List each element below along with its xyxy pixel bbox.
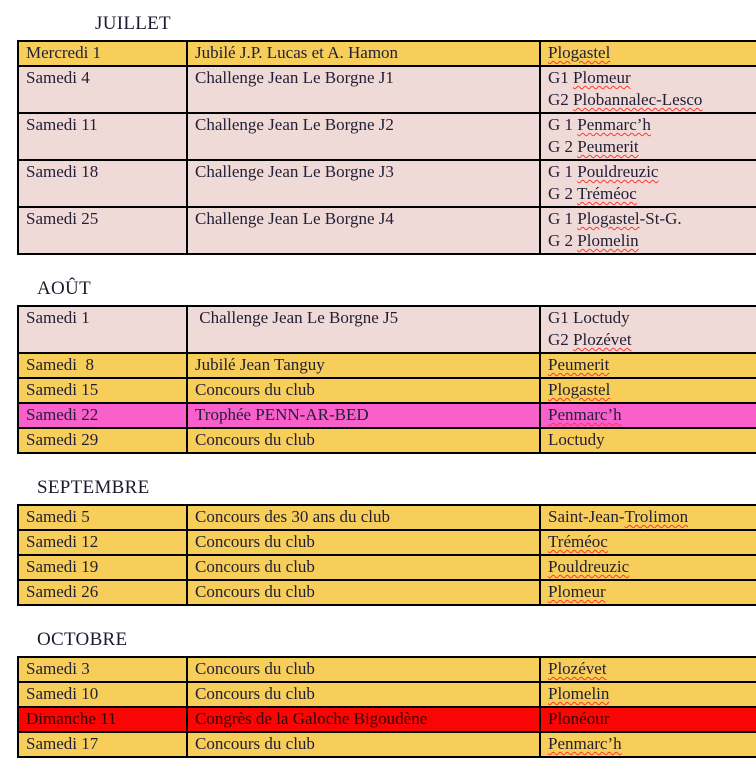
month-title: OCTOBRE [37,629,128,650]
location-line [548,683,756,705]
location-text: G2 [548,90,574,109]
date-cell: Samedi 15 [18,378,187,403]
misspelled-word: Peumerit [577,137,639,156]
location-line [548,506,756,528]
location-cell [540,707,756,732]
table-row [18,353,756,378]
months-container [17,13,756,758]
location-line [548,307,756,329]
location-cell [540,555,756,580]
location-line [548,556,756,578]
month-table [17,305,756,454]
event-cell: Challenge Jean Le Borgne J1 [187,66,540,113]
table-row [18,707,756,732]
misspelled-word: Pouldreuzic [577,162,659,181]
misspelled-word: Penmarc’h [577,115,651,134]
location-line [548,136,756,158]
event-cell: Challenge Jean Le Borgne J4 [187,207,540,254]
misspelled-word: Pouldreuzic [548,557,630,576]
date-cell: Samedi 22 [18,403,187,428]
table-row [18,160,756,207]
location-cell [540,66,756,113]
location-line [548,379,756,401]
location-line [548,42,756,64]
location-text: Loctudy [548,430,605,449]
location-line [548,67,756,89]
location-line [548,183,756,205]
location-line [548,404,756,426]
location-line [548,89,756,111]
location-cell [540,207,756,254]
date-cell: Samedi 10 [18,682,187,707]
location-text: -St-G. [639,209,682,228]
event-cell: Concours du club [187,580,540,605]
location-cell [540,113,756,160]
table-row [18,207,756,254]
location-line [548,429,756,451]
location-line [548,161,756,183]
misspelled-word: Tréméoc [576,184,637,203]
event-cell: Challenge Jean Le Borgne J3 [187,160,540,207]
location-text: G 1 [548,115,578,134]
event-cell: Concours du club [187,657,540,682]
location-line [548,658,756,680]
date-cell: Samedi 3 [18,657,187,682]
location-cell [540,428,756,453]
event-cell: Trophée PENN-AR-BED [187,403,540,428]
misspelled-word: Plomelin [577,231,639,250]
location-line [548,208,756,230]
table-row [18,66,756,113]
table-row [18,732,756,757]
event-cell: Congrès de la Galoche Bigoudène [187,707,540,732]
location-cell [540,732,756,757]
location-line [548,531,756,553]
location-text: G 1 [548,162,578,181]
location-cell [540,378,756,403]
location-cell [540,530,756,555]
table-row [18,378,756,403]
location-text: Saint-Jean- [548,507,625,526]
location-line [548,733,756,755]
date-cell: Samedi 25 [18,207,187,254]
misspelled-word: Plogastel [577,209,640,228]
date-cell: Dimanche 11 [18,707,187,732]
table-row [18,113,756,160]
location-cell [540,505,756,530]
location-cell [540,403,756,428]
misspelled-word: Penmarc’h [548,405,622,424]
location-text: G 2 [548,137,578,156]
month-section [17,629,756,758]
location-line [548,354,756,376]
misspelled-word: Plomeur [573,68,631,87]
misspelled-word: Plogastel [548,380,611,399]
month-table [17,40,756,255]
date-cell: Samedi 8 [18,353,187,378]
date-cell: Mercredi 1 [18,41,187,66]
misspelled-word: Penmarc’h [548,734,622,753]
event-cell: Concours des 30 ans du club [187,505,540,530]
event-cell: Concours du club [187,378,540,403]
location-text: G 2 [548,184,577,203]
date-cell: Samedi 4 [18,66,187,113]
misspelled-word: Tréméoc [548,532,608,551]
location-cell [540,580,756,605]
location-cell [540,306,756,353]
month-section [17,477,756,606]
date-cell: Samedi 18 [18,160,187,207]
event-cell: Challenge Jean Le Borgne J2 [187,113,540,160]
location-cell [540,682,756,707]
location-cell [540,160,756,207]
location-line [548,230,756,252]
misspelled-word: Plozévet [548,659,607,678]
location-line [548,329,756,351]
month-section [17,278,756,454]
location-text: G 1 [548,209,578,228]
misspelled-word: Plomeur [548,582,606,601]
date-cell: Samedi 1 [18,306,187,353]
event-cell: Concours du club [187,530,540,555]
event-cell: Concours du club [187,732,540,757]
table-row [18,505,756,530]
location-text: G1 [548,68,574,87]
location-cell [540,657,756,682]
date-cell: Samedi 5 [18,505,187,530]
location-line [548,581,756,603]
table-row [18,555,756,580]
table-row [18,657,756,682]
location-text: Plonéour [548,709,610,728]
date-cell: Samedi 29 [18,428,187,453]
month-title: SEPTEMBRE [37,477,150,498]
misspelled-word: Plobannalec-Lesco [573,90,703,109]
month-title: JUILLET [95,13,171,34]
event-cell: Concours du club [187,682,540,707]
location-text: G1 Loctudy [548,308,630,327]
date-cell: Samedi 12 [18,530,187,555]
date-cell: Samedi 26 [18,580,187,605]
misspelled-word: Plogastel [548,43,611,62]
date-cell: Samedi 11 [18,113,187,160]
table-row [18,530,756,555]
event-cell: Jubilé Jean Tanguy [187,353,540,378]
table-row [18,428,756,453]
location-cell [540,353,756,378]
event-cell: Jubilé J.P. Lucas et A. Hamon [187,41,540,66]
misspelled-word: Plomelin [548,684,610,703]
location-line [548,114,756,136]
date-cell: Samedi 17 [18,732,187,757]
misspelled-word: Plozévet [573,330,632,349]
location-line [548,708,756,730]
location-text: G2 [548,330,574,349]
table-row [18,306,756,353]
misspelled-word: Peumerit [548,355,610,374]
location-text: G 2 [548,231,578,250]
table-row [18,403,756,428]
month-section [17,13,756,255]
event-cell: Concours du club [187,428,540,453]
date-cell: Samedi 19 [18,555,187,580]
month-table [17,504,756,606]
event-cell: Challenge Jean Le Borgne J5 [187,306,540,353]
misspelled-word: Trolimon [624,507,689,526]
table-row [18,580,756,605]
table-row [18,41,756,66]
month-table [17,656,756,758]
location-cell [540,41,756,66]
month-title: AOÛT [37,278,91,299]
event-cell: Concours du club [187,555,540,580]
table-row [18,682,756,707]
